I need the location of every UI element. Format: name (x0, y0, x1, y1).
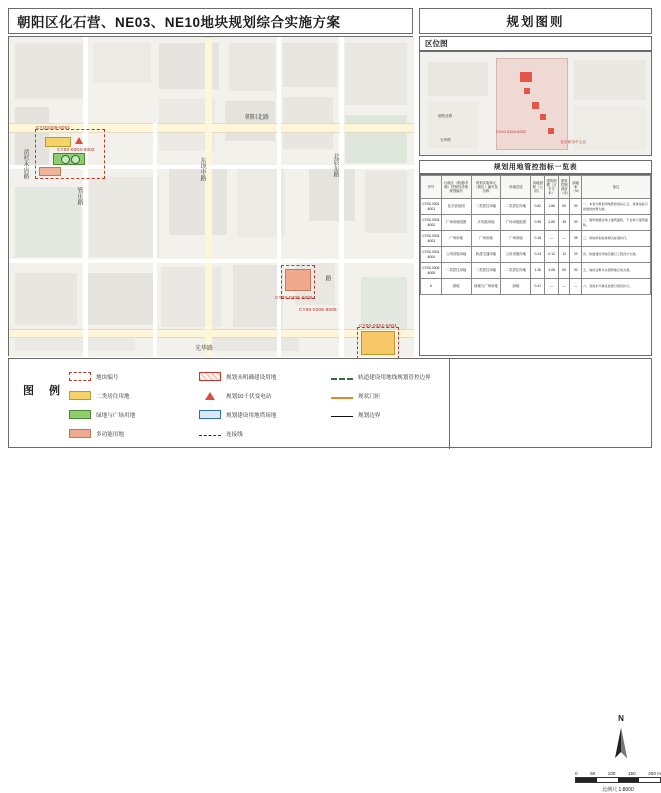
map-block (93, 43, 151, 83)
legend-item-label: 绿地与广场用地 (96, 412, 136, 419)
scale-tick: 0 (575, 771, 578, 776)
page-title: 朝阳区化石营、NE03、NE10地块规划综合实施方案 (17, 15, 341, 30)
cell-no: CY00-0304-6001 (421, 199, 442, 215)
plot-code: CY00-0306-6005 (299, 307, 337, 312)
map-block (89, 177, 159, 257)
legend-item (199, 386, 319, 405)
control-table-title-text: 规划用地管控指标一览表 (493, 164, 578, 171)
cell-green: 35 (570, 231, 582, 247)
cell-no: CY00-0306-6005 (421, 263, 442, 279)
cell-land-use2: 公用设施用地 (501, 247, 531, 263)
red-hatch-swatch-icon (199, 372, 221, 381)
legend-item-label: 规划未明确建设用地 (226, 374, 277, 381)
legend-item (69, 386, 189, 405)
cell-height: — (558, 279, 570, 295)
table-row[interactable] (421, 215, 651, 231)
loc-block (574, 60, 646, 100)
cell-land-use: 绿地与广场用地 (471, 279, 501, 295)
cell-block-name: 广场用地 (441, 231, 471, 247)
col-green: 绿地率（%） (570, 176, 582, 199)
legend-item (69, 424, 189, 443)
cell-note: 五、地块边界以实测用地红线为准。 (581, 263, 650, 279)
cell-note: 三、绿地率指标按相关标准执行。 (581, 231, 650, 247)
cell-height: 60 (558, 199, 570, 215)
cell-scale: 0.12 (545, 247, 559, 263)
cell-scale: 2.85 (545, 215, 559, 231)
cell-no: CY00-0304-6003 (421, 231, 442, 247)
location-title-text: 区位图 (425, 39, 448, 48)
road-label: 朝阳北路 (245, 115, 270, 121)
table-row[interactable] (421, 263, 651, 279)
map-canvas (9, 37, 412, 355)
col-no: 序号 (421, 176, 442, 199)
cell-block-name: 广场用地组团 (441, 215, 471, 231)
cell-green: 30 (570, 215, 582, 231)
location-map[interactable] (419, 51, 652, 156)
cell-no: 6 (421, 279, 442, 295)
cell-block-name: 二类居住用地 (441, 263, 471, 279)
road-minor (339, 37, 344, 357)
loc-block (428, 62, 488, 96)
legend-item-label: 现状门匝 (358, 393, 381, 400)
map-block (365, 171, 407, 233)
road-minor (277, 37, 281, 357)
loc-marker (548, 128, 554, 134)
legend-item-label: 多功能用地 (96, 431, 124, 438)
plot-point-icon (71, 155, 80, 164)
compass-icon (599, 722, 643, 768)
map-block (283, 43, 337, 87)
cell-land-use: 轨道交通用地 (471, 247, 501, 263)
legend-item (199, 424, 319, 443)
legend-item-label: 规划10千伏变电站 (226, 393, 272, 400)
col-height: 建筑控制高度（米） (558, 176, 570, 199)
cell-block-name: 公用设施用地 (441, 247, 471, 263)
plot-multifunction[interactable] (285, 269, 311, 291)
road-dongba-north (205, 37, 212, 359)
code-box-icon (69, 372, 91, 381)
cell-land-use: 二类居住用地 (471, 263, 501, 279)
loc-marker (520, 72, 532, 82)
main-title-bar (8, 8, 413, 34)
cell-land-use: 二类居住用地 (471, 199, 501, 215)
control-table-title (419, 160, 652, 174)
map-block (15, 43, 85, 99)
loc-road-label: 光华路 (440, 138, 451, 142)
map-block (225, 101, 275, 141)
map-block (161, 267, 221, 327)
cell-land-use: 广场用地 (471, 231, 501, 247)
loc-area-label: 北京商务中心区 (560, 140, 587, 144)
map-block (345, 43, 407, 105)
map-block (229, 43, 275, 91)
loc-marker (532, 102, 539, 109)
cell-scale: — (545, 231, 559, 247)
substation-triangle-icon (205, 392, 215, 400)
plot-point-icon (61, 155, 70, 164)
table-header-row (421, 176, 651, 199)
cell-area: 0.18 (531, 231, 545, 247)
scale-bar-graphic (575, 777, 661, 783)
col-scale: 建筑规模（万平方米） (545, 176, 559, 199)
cell-note: 一、本表为规划用地管控指标汇总，具体指标以批准的控规为准。 (581, 199, 650, 215)
control-table (420, 175, 651, 295)
table-row[interactable] (421, 279, 651, 295)
loc-marker (540, 114, 546, 120)
legend-item (199, 367, 319, 386)
scale-tick: 150 (628, 771, 636, 776)
legend-item (331, 386, 491, 405)
cell-height: 45 (558, 215, 570, 231)
cell-block-name: 化石营组团 (441, 199, 471, 215)
cell-land-use2: 绿地 (501, 279, 531, 295)
scale-tick: 50 (590, 771, 596, 776)
cell-green: 30 (570, 199, 582, 215)
road-label: 北辰东路 (332, 153, 338, 177)
cell-note: 二、建筑规模含地上建筑面积，不含地下建筑面积。 (581, 215, 650, 231)
plot-code: CY00-0304-6002 (57, 147, 95, 152)
dashline-icon (199, 435, 221, 436)
col-land-use: 用地性质 (501, 176, 531, 199)
cell-area: 1.36 (531, 263, 545, 279)
cell-height: 12 (558, 247, 570, 263)
cell-scale: 1.86 (545, 199, 559, 215)
control-table-panel[interactable] (419, 174, 652, 356)
road-label: 东坝中路 (199, 157, 205, 181)
location-map-title (419, 36, 652, 51)
cell-land-use: 多功能用地 (471, 215, 501, 231)
plot-multifunction[interactable] (39, 167, 61, 176)
road-label: 黄杉木店路 (22, 149, 28, 179)
cell-no: CY00-0304-6002 (421, 215, 442, 231)
legend-item (331, 405, 491, 424)
cell-land-use2: 广场用地组团 (501, 215, 531, 231)
compass-rose (599, 714, 643, 768)
table-row[interactable] (421, 247, 651, 263)
cell-note: 六、其他未尽事宜按现行规范执行。 (581, 279, 650, 295)
road-label: 光华路 (195, 346, 214, 352)
cell-area: 0.62 (531, 199, 545, 215)
cell-block-name: 绿地 (441, 279, 471, 295)
legend-title-text: 规划图则 (506, 15, 565, 29)
legend-item (69, 367, 189, 386)
legend-item (199, 405, 319, 424)
map-block (15, 273, 77, 325)
cell-land-use2: 二类居住用地 (501, 199, 531, 215)
cell-no: CY00-0304-6004 (421, 247, 442, 263)
legend-panel (8, 358, 661, 793)
plot-code: CY00-0304-6004 (359, 323, 397, 328)
loc-plot-code: CY00-0304-6002 (496, 130, 527, 134)
salmon-swatch-icon (69, 429, 91, 438)
legend-item-label: 二类居住用地 (96, 393, 130, 400)
compass-north-label: N (618, 714, 624, 723)
green-swatch-icon (69, 410, 91, 419)
orange-line-icon (331, 397, 353, 399)
scale-caption: 比例尺 1:8000 (602, 787, 634, 793)
cell-area: 0.95 (531, 215, 545, 231)
col-block-name: 规划实施单元（街区）编号及名称 (471, 176, 501, 199)
blue-box-swatch-icon (199, 410, 221, 419)
legend-heading: 图 例 (23, 385, 67, 397)
road-minor (9, 259, 414, 263)
table-row[interactable] (421, 199, 651, 215)
road-minor (153, 123, 157, 357)
yellow-swatch-icon (69, 391, 91, 400)
scale-bar (575, 771, 661, 793)
road-label: 管庄路 (76, 187, 82, 205)
legend-item-label: 地块编号 (96, 374, 119, 381)
plot-code: CYQ0309-6001 (36, 125, 71, 130)
cell-note: 四、轨道建设用地范围以工程设计为准。 (581, 247, 650, 263)
legend-item-label: 规划建设用地塔场地 (226, 412, 277, 419)
col-note: 备注 (581, 176, 650, 199)
main-map-panel[interactable] (8, 36, 413, 356)
cell-green: 30 (570, 263, 582, 279)
col-area: 用地面积（公顷） (531, 176, 545, 199)
loc-road-label: 朝阳北路 (438, 114, 453, 118)
dark-dash-icon (331, 378, 353, 380)
cell-land-use2: 广场用地 (501, 231, 531, 247)
col-unit-code: 行政区（街道/乡镇）控制性详细规划编号 (441, 176, 471, 199)
cell-area: 0.41 (531, 279, 545, 295)
cell-height: 60 (558, 263, 570, 279)
map-block (87, 273, 153, 325)
black-line-icon (331, 416, 353, 417)
loc-block (428, 102, 478, 148)
map-block (209, 337, 299, 351)
cell-area: 0.24 (531, 247, 545, 263)
substation-triangle-icon (75, 137, 83, 144)
legend-item (69, 405, 189, 424)
road-label: 路 (324, 275, 330, 281)
scale-tick: 200 m (648, 771, 661, 776)
legend-item-label: 轨道建设用地线规划管控边界 (358, 374, 431, 381)
cell-land-use2: 二类居住用地 (501, 263, 531, 279)
map-block (15, 187, 81, 257)
table-row[interactable] (421, 231, 651, 247)
cell-scale: — (545, 279, 559, 295)
plot-code: CY00-0306-6006 (275, 295, 313, 300)
cell-scale: 4.08 (545, 263, 559, 279)
legend-item-label: 连接线 (226, 431, 243, 438)
legend-item-label: 规划边界 (358, 412, 381, 419)
cell-green: 20 (570, 247, 582, 263)
legend-item (331, 367, 491, 386)
loc-marker (524, 88, 530, 94)
plot-residential[interactable] (45, 137, 71, 147)
cell-green: — (570, 279, 582, 295)
scale-tick: 100 (607, 771, 616, 776)
plot-residential[interactable] (361, 331, 395, 355)
legend-title-bar (419, 8, 652, 34)
cell-height: — (558, 231, 570, 247)
